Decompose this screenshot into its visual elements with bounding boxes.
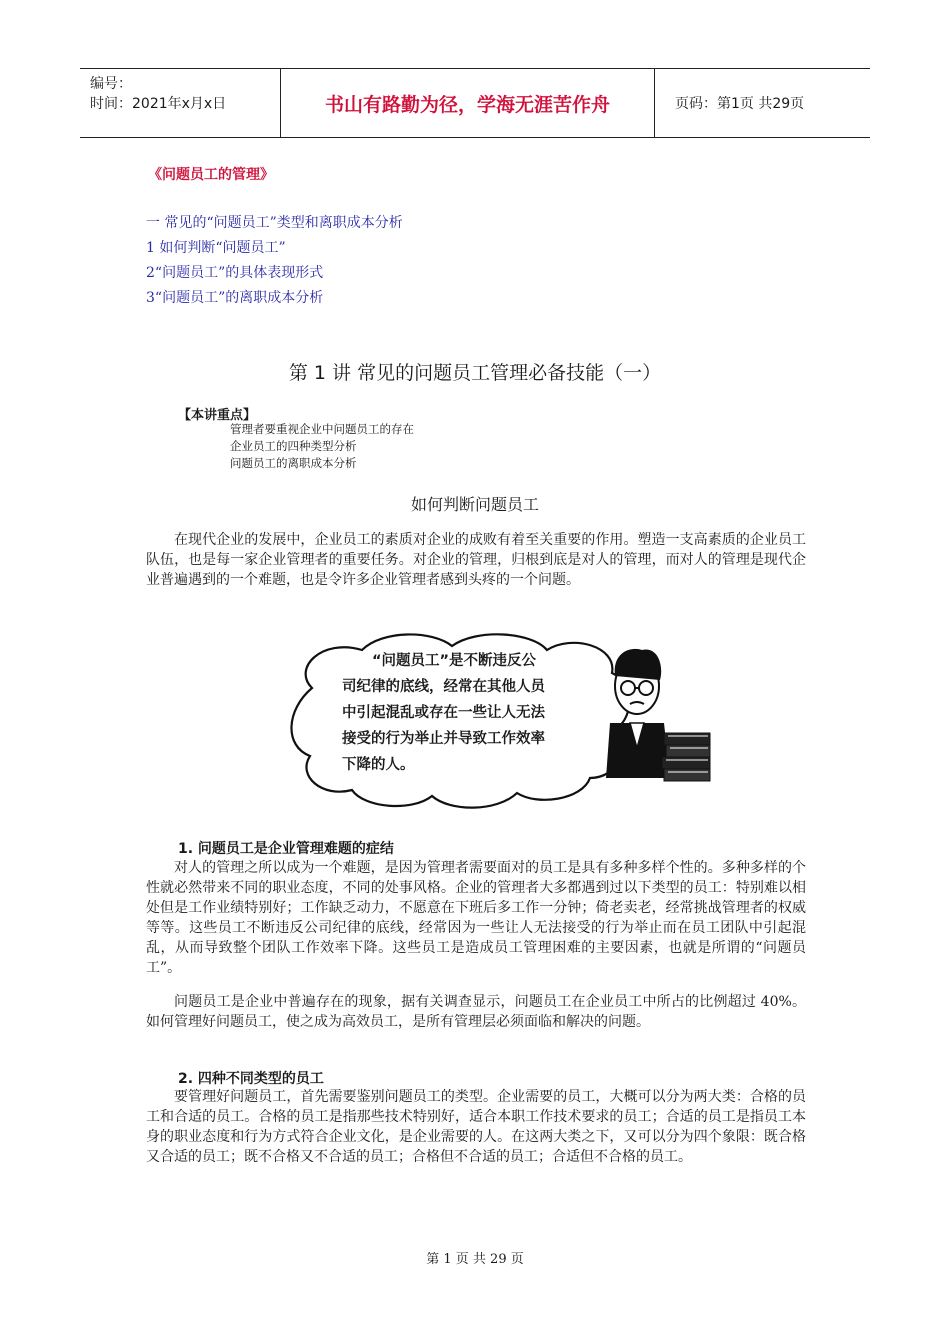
- cloud-line: 司纪律的底线，经常在其他人员: [342, 679, 545, 695]
- section-title: 如何判断问题员工: [410, 495, 539, 514]
- table-of-contents: [146, 211, 403, 311]
- toc-item[interactable]: 3“问题员工”的离职成本分析: [146, 290, 324, 306]
- key-point-item: 问题员工的离职成本分析: [230, 456, 357, 470]
- cloud-line: 中引起混乱或存在一些让人无法: [342, 705, 545, 721]
- page-info-text: 页码：第1页 共29页: [675, 96, 805, 112]
- part2-heading: 2. 四种不同类型的员工: [178, 1071, 324, 1087]
- toc-item[interactable]: 2“问题员工”的具体表现形式: [146, 265, 324, 281]
- key-points-heading: 【本讲重点】: [178, 408, 257, 423]
- toc-item[interactable]: 1 如何判断“问题员工”: [146, 240, 286, 256]
- cloud-line: 下降的人。: [342, 757, 415, 773]
- cloud-line: 接受的行为举止并导致工作效率: [342, 731, 545, 747]
- cloud-definition-text: [342, 648, 582, 778]
- intro-paragraph: 在现代企业的发展中，企业员工的素质对企业的成败有着至关重要的作用。塑造一支高素质的企业员工队伍，也是每一家企业管理者的重要任务。对企业的管理，归根到底是对人的管理，而对人的管理是现代企业普遍遇到的一个难题，也是令许多企业管理者感到头疼的一个问题。: [146, 532, 806, 588]
- definition-cloud-illustration: [272, 628, 722, 818]
- part2-paragraph-1: 要管理好问题员工，首先需要鉴别问题员工的类型。企业需要的员工，大概可以分为两大类：合格的员工和合适的员工。合格的员工是指那些技术特别好，适合本职工作技术要求的员工；合适的员工是指员工本身的职业态度和行为方式符合企业文化，是企业需要的人。在这两大类之下，又可以分为四个象限：既合格又合适的员工；既不合格又不合适的员工；合格但不合适的员工；合适但不合格的员工。: [146, 1089, 806, 1165]
- key-points-list: [230, 421, 414, 472]
- part1-paragraph-1: 对人的管理之所以成为一个难题，是因为管理者需要面对的员工是具有多种多样个性的。多种多样的个性就必然带来不同的职业态度，不同的处事风格。企业的管理者大多都遇到过以下类型的员工：特别难以相处但是工作业绩特别好；工作缺乏动力，不愿意在下班后多工作一分钟；倚老卖老，经常挑战管理者的权威等等。这些员工不断违反公司纪律的底线，经常因为一些让人无法接受的行为举止而在员工团队中引起混乱，从而导致整个团队工作效率下降。这些员工是造成员工管理困难的主要因素，也就是所谓的“问题员工”。: [146, 860, 806, 976]
- cloud-line: “问题员工”是不断违反公: [372, 653, 537, 669]
- header-meta-cell: [80, 69, 281, 137]
- header-motto: 书山有路勤为径，学海无涯苦作舟: [281, 69, 655, 137]
- part1-paragraph-2: 问题员工是企业中普遍存在的现象，据有关调查显示，问题员工在企业员工中所占的比例超过 40%。如何管理好问题员工，使之成为高效员工，是所有管理层必须面临和解决的问题。: [146, 994, 806, 1030]
- part1-heading: 1. 问题员工是企业管理难题的症结: [178, 841, 394, 857]
- lecture-title: 第 1 讲 常见的问题员工管理必备技能（一）: [288, 362, 662, 384]
- key-point-item: 企业员工的四种类型分析: [230, 439, 357, 453]
- toc-item[interactable]: 一 常见的“问题员工”类型和离职成本分析: [146, 215, 403, 231]
- page-footer: 第 1 页 共 29 页: [426, 1252, 524, 1267]
- number-label: 编号：: [90, 76, 132, 92]
- header-page-info: [665, 69, 870, 137]
- key-point-item: 管理者要重视企业中问题员工的存在: [230, 422, 414, 436]
- time-label: 时间：2021年x月x日: [90, 96, 227, 112]
- document-header: [80, 68, 870, 138]
- document-title: 《问题员工的管理》: [148, 167, 274, 183]
